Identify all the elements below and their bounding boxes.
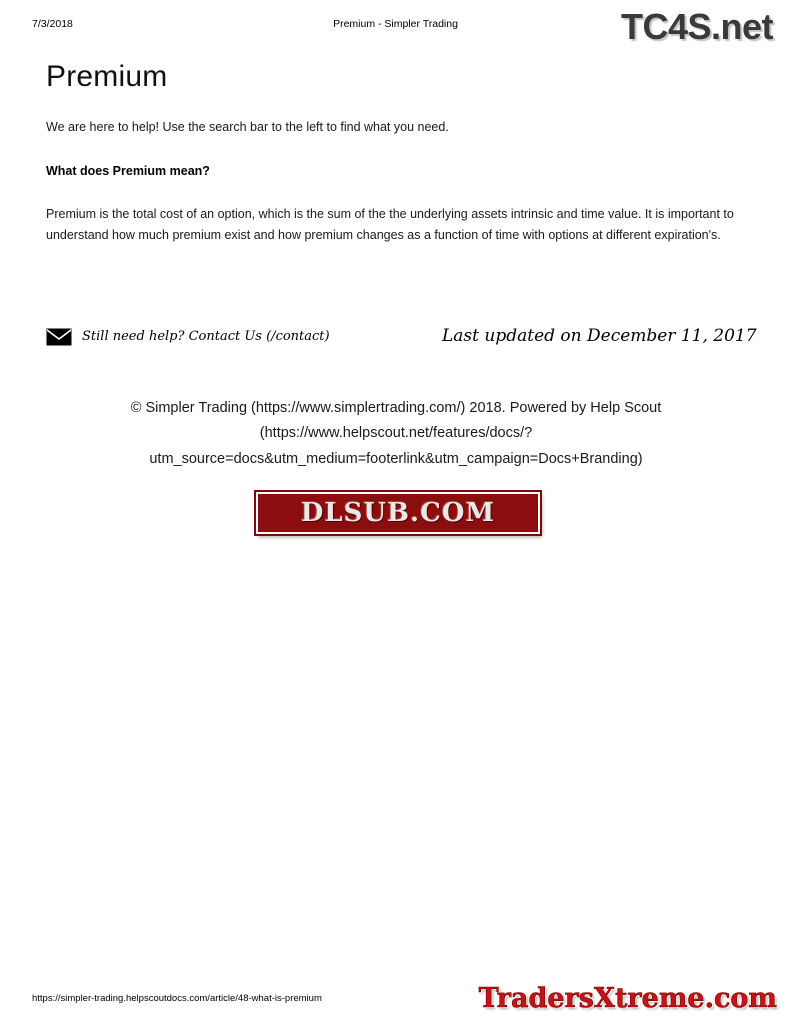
- envelope-icon: [46, 328, 72, 346]
- footer-line-3: utm_source=docs&utm_medium=footerlink&utm_campaign=Docs+Branding): [149, 450, 643, 467]
- watermark-tradersxtreme: TradersXtreme.com: [478, 983, 777, 1014]
- last-updated-text: Last updated on December 11, 2017: [442, 326, 757, 346]
- print-document-title: Premium - Simpler Trading: [333, 18, 458, 30]
- article-content: [46, 60, 746, 245]
- print-footer-url: https://simpler-trading.helpscoutdocs.com/article/48-what-is-premium: [32, 993, 322, 1004]
- watermark-dlsub-text: DLSUB.COM: [300, 498, 496, 528]
- article-body: Premium is the total cost of an option, which is the sum of the the underlying assets intrinsic and time value. It is important to understand how much premium exist and how premium changes as a function of time with options at different expiration's.: [46, 207, 734, 242]
- article-intro: We are here to help! Use the search bar to the left to find what you need.: [46, 120, 449, 134]
- page-title: Premium: [46, 60, 168, 93]
- footer-credits: [46, 396, 746, 472]
- contact-us-link[interactable]: Still need help? Contact Us (/contact): [82, 329, 330, 344]
- footer-line-1: © Simpler Trading (https://www.simplertrading.com/) 2018. Powered by Help Scout: [130, 400, 662, 416]
- article-sub-heading: What does Premium mean?: [46, 164, 210, 179]
- footer-line-2: (https://www.helpscout.net/features/docs/?: [259, 425, 533, 442]
- print-date: 7/3/2018: [32, 18, 73, 30]
- contact-row: [46, 325, 757, 357]
- watermark-tc4s: TC4S.net: [620, 6, 773, 47]
- watermark-dlsub: [256, 492, 540, 534]
